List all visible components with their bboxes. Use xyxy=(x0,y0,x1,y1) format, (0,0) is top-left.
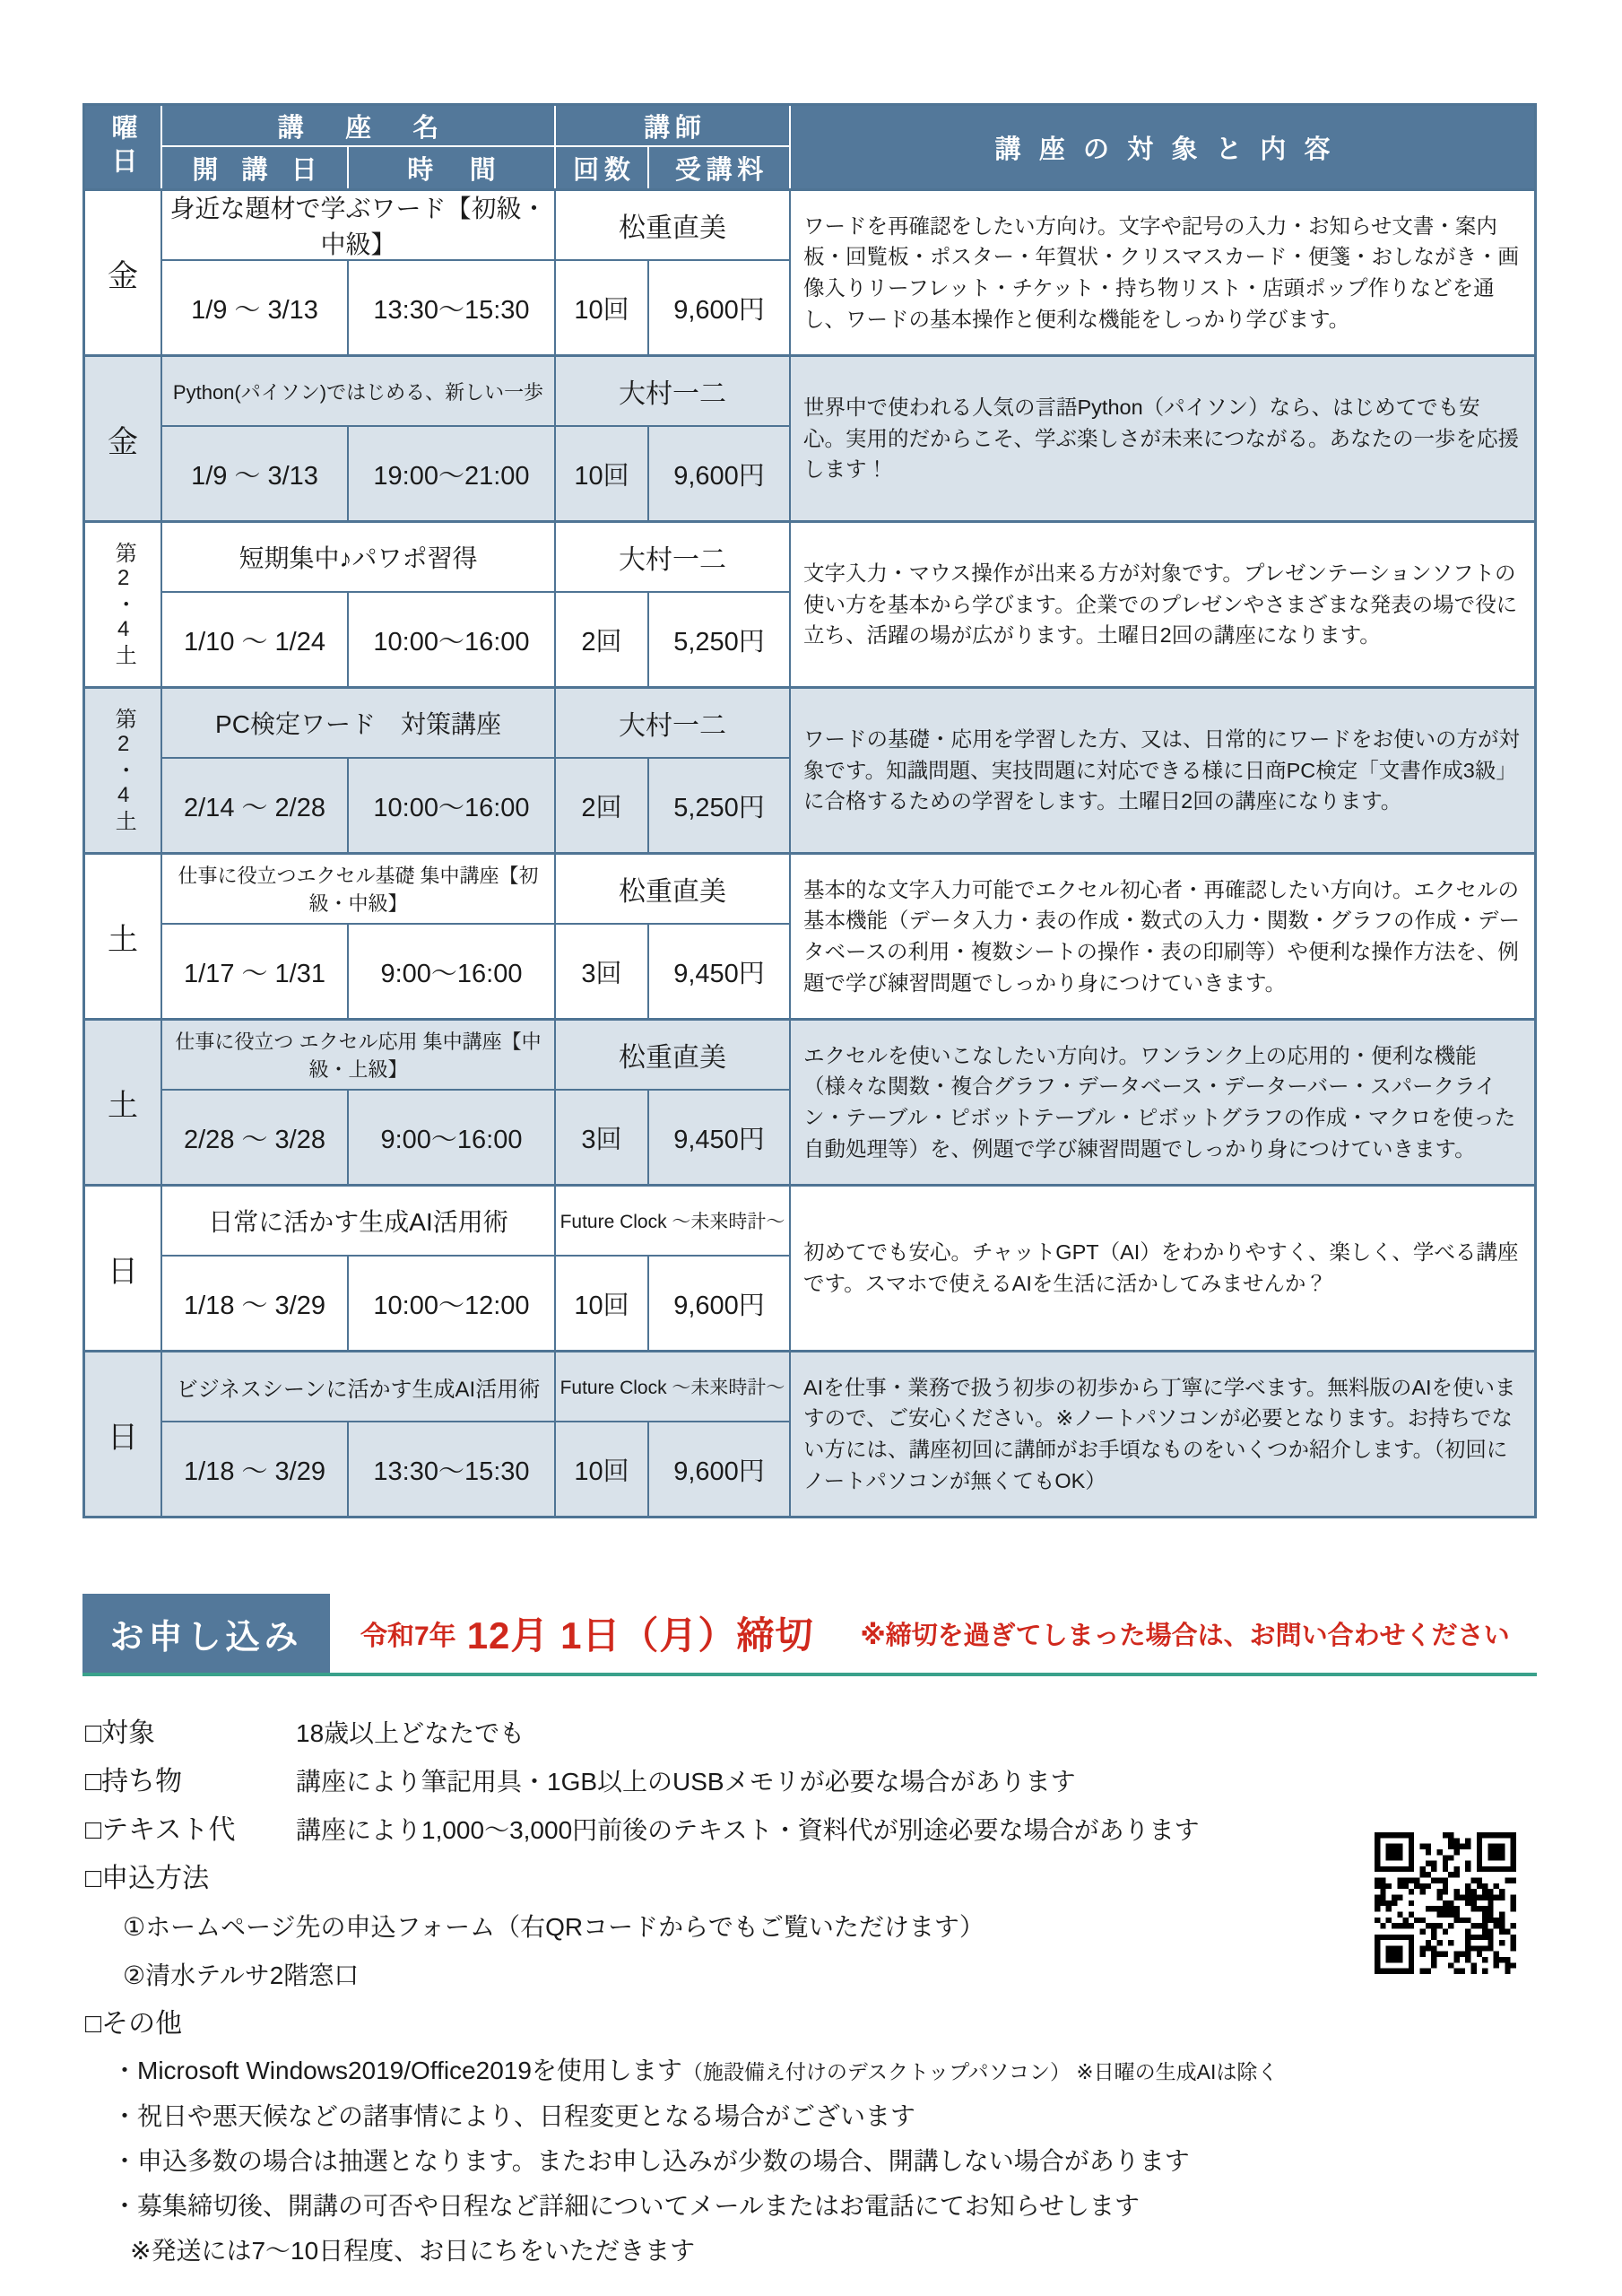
description-cell: 文字入力・マウス操作が出来る方が対象です。プレゼンテーションソフトの使い方を基本から学びます。企業でのプレゼンやさまざまな発表の場で役に立ち、活躍の場が広がります。土曜日2回の講座になります。 xyxy=(803,561,1518,648)
fee-cell: 5,250円 xyxy=(649,759,791,852)
day-cell: 日 xyxy=(85,1352,162,1516)
detail-target xyxy=(85,1716,1622,1752)
header-fee-label: 受講料 xyxy=(674,155,769,185)
sessions-cell: 3回 xyxy=(556,925,649,1018)
time-cell: 19:00～21:00 xyxy=(349,427,556,520)
detail-other-heading: □その他 xyxy=(85,2009,183,2039)
detail-label: □対象 xyxy=(85,1718,156,1748)
day-cell: 土 xyxy=(85,1021,162,1184)
header-time-label: 時間 xyxy=(407,155,533,185)
fee-cell: 5,250円 xyxy=(649,593,791,686)
time-cell: 10:00～12:00 xyxy=(349,1257,556,1350)
detail-label: □持ち物 xyxy=(85,1767,183,1796)
course-row xyxy=(85,188,1534,354)
course-name-cell: 仕事に役立つエクセル基礎 集中講座【初級・中級】 xyxy=(162,855,556,925)
instructor-cell: 大村一二 xyxy=(556,523,791,593)
course-table xyxy=(82,103,1537,1518)
time-cell: 10:00～16:00 xyxy=(349,593,556,686)
detail-value: 講座により筆記用具・1GB以上のUSBメモリが必要な場合があります xyxy=(296,1768,1076,1796)
time-cell: 9:00～16:00 xyxy=(349,925,556,1018)
time-cell: 9:00～16:00 xyxy=(349,1091,556,1184)
sessions-cell: 2回 xyxy=(556,759,649,852)
sessions-cell: 10回 xyxy=(556,261,649,354)
description-cell: ワードの基礎・応用を学習した方、又は、日常的にワードをお使いの方が対象です。知識問題、実技問題に対応できる様に日商PC検定「文書作成3級」に合格するための学習をします。土曜日2回の講座になります。 xyxy=(803,727,1520,813)
detail-method-heading: □申込方法 xyxy=(85,1864,210,1893)
other-note-4: ・募集締切後、開講の可否や日程など詳細についてメールまたはお電話にてお知らせします xyxy=(112,2192,1141,2220)
course-row xyxy=(85,1350,1534,1516)
apply-banner xyxy=(82,1594,1537,1676)
course-row xyxy=(85,852,1534,1018)
course-row xyxy=(85,520,1534,686)
deadline-date: 12月 1日（月）締切 xyxy=(466,1614,814,1657)
apply-title: お申し込み xyxy=(82,1594,330,1673)
instructor-cell: 松重直美 xyxy=(556,1021,791,1091)
fee-cell: 9,450円 xyxy=(649,1091,791,1184)
header-course-name xyxy=(162,106,556,147)
time-cell: 10:00～16:00 xyxy=(349,759,556,852)
course-row xyxy=(85,1018,1534,1184)
sessions-cell: 10回 xyxy=(556,1422,649,1516)
time-cell: 13:30～15:30 xyxy=(349,1422,556,1516)
header-content-label: 講座の対象と内容 xyxy=(994,135,1349,164)
instructor-cell: 松重直美 xyxy=(556,855,791,925)
header-course-name-label: 講座名 xyxy=(277,113,481,143)
description-cell: ワードを再確認をしたい方向け。文字や記号の入力・お知らせ文書・案内板・回覧板・ポスター・年賀状・クリスマスカード・便箋・おしながき・画像入りリーフレット・チケット・持ち物リスト・店頭ポップ作りなどを通し、ワードの基本操作と便利な機能をしっかり学びます。 xyxy=(803,213,1520,331)
course-name-cell: Python(パイソン)ではじめる、新しい一歩 xyxy=(162,357,556,427)
detail-value: 講座により1,000～3,000円前後のテキスト・資料代が別途必要な場合があります xyxy=(296,1816,1200,1844)
header-instructor xyxy=(556,106,791,147)
day-cell: 金 xyxy=(85,357,162,520)
course-name-cell: 身近な題材で学ぶワード【初級・中級】 xyxy=(162,191,556,261)
course-row xyxy=(85,354,1534,520)
other-note-2: ・祝日や悪天候などの諸事情により、日程変更となる場合がございます xyxy=(112,2102,916,2130)
instructor-cell: Future Clock ～未来時計～ xyxy=(556,1352,791,1422)
course-name-cell: 日常に活かす生成AI活用術 xyxy=(162,1187,556,1257)
date-cell: 2/28 ～ 3/28 xyxy=(162,1091,349,1184)
method-option-1: ①ホームページ先の申込フォーム（右QRコードからでもご覧いただけます） xyxy=(123,1913,984,1941)
sessions-cell: 3回 xyxy=(556,1091,649,1184)
header-start-date xyxy=(162,147,349,188)
description-cell: AIを仕事・業務で扱う初歩の初歩から丁寧に学べます。無料版のAIを使いますので、ご安心ください。※ノートパソコンが必要となります。お持ちでない方には、講座初回に講師がお手頃なものをいくつか紹介します。（初回にノートパソコンが無くてもOK） xyxy=(803,1375,1516,1492)
header-time xyxy=(349,147,556,188)
qr-code xyxy=(1375,1832,1516,1974)
fee-cell: 9,600円 xyxy=(649,427,791,520)
header-instructor-label: 講師 xyxy=(644,113,707,143)
header-day: 曜日 xyxy=(85,106,162,188)
header-sessions xyxy=(556,147,649,188)
fee-cell: 9,450円 xyxy=(649,925,791,1018)
date-cell: 1/9 ～ 3/13 xyxy=(162,261,349,354)
course-name-cell: 仕事に役立つ エクセル応用 集中講座【中級・上級】 xyxy=(162,1021,556,1091)
deadline-era: 令和7年 xyxy=(360,1622,456,1651)
header-fee xyxy=(649,147,791,188)
day-cell: 第2・4土 xyxy=(85,689,162,852)
sessions-cell: 10回 xyxy=(556,427,649,520)
other-note-1 xyxy=(112,2055,1622,2088)
day-cell: 第2・4土 xyxy=(85,523,162,686)
day-cell: 金 xyxy=(85,191,162,354)
instructor-cell: 松重直美 xyxy=(556,191,791,261)
course-name-cell: PC検定ワード 対策講座 xyxy=(162,689,556,759)
sessions-cell: 2回 xyxy=(556,593,649,686)
time-cell: 13:30～15:30 xyxy=(349,261,556,354)
course-name-cell: ビジネスシーンに活かす生成AI活用術 xyxy=(162,1352,556,1422)
other-note-5: ※発送には7～10日程度、お日にちをいただきます xyxy=(130,2237,696,2265)
date-cell: 1/18 ～ 3/29 xyxy=(162,1257,349,1350)
header-sessions-label: 回数 xyxy=(573,155,636,185)
instructor-cell: 大村一二 xyxy=(556,357,791,427)
other-note-3: ・申込多数の場合は抽選となります。またお申し込みが少数の場合、開講しない場合があります xyxy=(112,2147,1190,2175)
fee-cell: 9,600円 xyxy=(649,1422,791,1516)
course-row xyxy=(85,1184,1534,1350)
description-cell: エクセルを使いこなしたい方向け。ワンランク上の応用的・便利な機能（様々な関数・複合グラフ・データベース・データーバー・スパークライン・テーブル・ピボットテーブル・ピボットグラフの作成・マクロを使った自動処理等）を、例題で学び練習問題でしっかり身につけていきます。 xyxy=(803,1043,1516,1161)
details-section xyxy=(85,1716,1622,2267)
instructor-cell: 大村一二 xyxy=(556,689,791,759)
apply-deadline xyxy=(330,1594,1510,1673)
course-row xyxy=(85,686,1534,852)
day-cell: 日 xyxy=(85,1187,162,1350)
day-cell: 土 xyxy=(85,855,162,1018)
course-name-cell: 短期集中♪パワポ習得 xyxy=(162,523,556,593)
description-cell: 初めてでも安心。チャットGPT（AI）をわかりやすく、楽しく、学べる講座です。スマホで使えるAIを生活に活かしてみませんか？ xyxy=(803,1240,1519,1295)
description-cell: 世界中で使われる人気の言語Python（パイソン）なら、はじめてでも安心。実用的だからこそ、学ぶ楽しさが未来につながる。あなたの一歩を応援します！ xyxy=(803,396,1520,482)
method-option-2: ②清水テルサ2階窓口 xyxy=(123,1961,360,1989)
table-header xyxy=(85,106,1534,188)
description-cell: 基本的な文字入力可能でエクセル初心者・再確認したい方向け。エクセルの基本機能（データ入力・表の作成・数式の入力・関数・グラフの作成・データベースの利用・複数シートの操作・表の印刷等）や便利な操作方法を、例題で学び練習問題でしっかり身につけていきます。 xyxy=(803,877,1520,995)
sessions-cell: 10回 xyxy=(556,1257,649,1350)
date-cell: 1/18 ～ 3/29 xyxy=(162,1422,349,1516)
other-note-1-small: （施設備え付けのデスクトップパソコン） ※日曜の生成AIは除く xyxy=(681,2060,1279,2083)
date-cell: 1/17 ～ 1/31 xyxy=(162,925,349,1018)
other-note-1-main: ・Microsoft Windows2019/Office2019を使用します xyxy=(112,2057,682,2084)
header-content xyxy=(791,106,1534,188)
detail-value: 18歳以上どなたでも xyxy=(296,1719,525,1747)
fee-cell: 9,600円 xyxy=(649,1257,791,1350)
header-start-date-label: 開講日 xyxy=(192,155,341,185)
detail-bring xyxy=(85,1764,1622,1800)
fee-cell: 9,600円 xyxy=(649,261,791,354)
detail-label: □テキスト代 xyxy=(85,1815,236,1845)
date-cell: 1/10 ～ 1/24 xyxy=(162,593,349,686)
instructor-cell: Future Clock ～未来時計～ xyxy=(556,1187,791,1257)
date-cell: 2/14 ～ 2/28 xyxy=(162,759,349,852)
deadline-note: ※締切を過ぎてしまった場合は、お問い合わせください xyxy=(860,1621,1510,1650)
date-cell: 1/9 ～ 3/13 xyxy=(162,427,349,520)
